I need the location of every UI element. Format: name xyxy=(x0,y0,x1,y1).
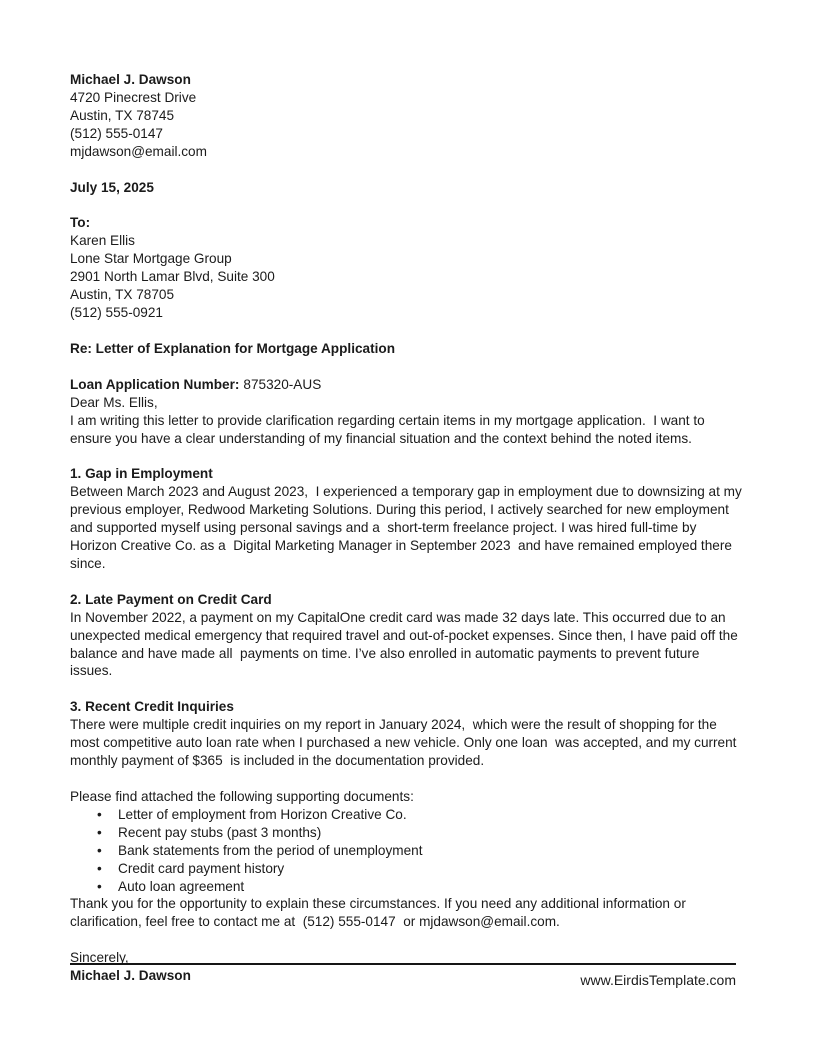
opening-block xyxy=(70,376,742,448)
loan-number-line xyxy=(70,376,742,394)
letter-content xyxy=(70,71,746,1003)
recipient-city: Austin, TX 78705 xyxy=(70,287,175,303)
sender-name: Michael J. Dawson xyxy=(70,72,191,87)
section-heading: 2. Late Payment on Credit Card xyxy=(70,591,272,607)
sender-block xyxy=(70,71,742,161)
recipient-name: Karen Ellis xyxy=(70,233,135,249)
sender-phone: (512) 555-0147 xyxy=(70,125,163,141)
section-late-payment xyxy=(70,591,742,681)
salutation: Dear Ms. Ellis, xyxy=(70,394,158,410)
signature-name: Michael J. Dawson xyxy=(70,968,191,984)
recipient-street: 2901 North Lamar Blvd, Suite 300 xyxy=(70,269,275,285)
list-item: • Credit card payment history xyxy=(70,860,742,878)
closing-salutation: Sincerely, xyxy=(70,950,129,966)
letter-date: July 15, 2025 xyxy=(70,179,154,195)
list-item: • Recent pay stubs (past 3 months) xyxy=(70,824,742,842)
section-employment-gap xyxy=(70,465,746,572)
section-heading: 3. Recent Credit Inquiries xyxy=(70,699,234,715)
footer-url: www.EirdisTemplate.com xyxy=(580,972,736,988)
attachments-list xyxy=(70,806,742,896)
sender-street: 4720 Pinecrest Drive xyxy=(70,89,197,105)
sender-email: mjdawson@email.com xyxy=(70,143,207,159)
section-heading: 1. Gap in Employment xyxy=(70,466,213,482)
section-body: There were multiple credit inquiries on my report in January 2024, which were the result of shopping for the most competitive auto loan rate when I purchased a new vehicle. Only one loan was accepted, and my current monthly payment of $365 is included in the documentation provided. xyxy=(70,717,741,769)
recipient-company: Lone Star Mortgage Group xyxy=(70,251,232,267)
loan-number-label: Loan Application Number: xyxy=(70,376,240,392)
intro-paragraph: I am writing this letter to provide clarification regarding certain items in my mortgage application. I want to ensure you have a clear understanding of my financial situation and the context behind the noted items. xyxy=(70,412,709,446)
loan-number-value: 875320-AUS xyxy=(243,376,322,392)
attachments-block xyxy=(70,788,742,931)
section-body: In November 2022, a payment on my CapitalOne credit card was made 32 days late. This occurred due to an unexpected medical emergency that required travel and out-of-pocket expenses. Since then, I have paid off the balance and have made all payments on time. I’ve also enrolled in automatic payments to prevent future issues. xyxy=(70,609,742,679)
recipient-block xyxy=(70,214,742,321)
sender-city: Austin, TX 78745 xyxy=(70,107,175,123)
page-footer xyxy=(70,963,736,990)
list-item: • Auto loan agreement xyxy=(70,878,742,896)
attachments-intro: Please find attached the following supporting documents: xyxy=(70,789,414,804)
recipient-phone: (512) 555-0921 xyxy=(70,304,163,320)
list-item: • Bank statements from the period of unemployment xyxy=(70,842,742,860)
section-credit-inquiries xyxy=(70,698,742,770)
list-item: • Letter of employment from Horizon Creative Co. xyxy=(70,806,742,824)
section-body: Between March 2023 and August 2023, I experienced a temporary gap in employment due to downsizing at my previous employer, Redwood Marketing Solutions. During this period, I actively searched for new employment and supported myself using personal savings and a short-term freelance project. I was hired full-time by Horizon Creative Co. as a Digital Marketing Manager in September 2023 and have remained employed there since. xyxy=(70,484,746,571)
closing-paragraph: Thank you for the opportunity to explain these circumstances. If you need any additional information or clarification, feel free to contact me at (512) 555-0147 or mjdawson@email.com. xyxy=(70,896,690,930)
recipient-label: To: xyxy=(70,215,91,231)
subject-line: Re: Letter of Explanation for Mortgage Application xyxy=(70,340,396,356)
